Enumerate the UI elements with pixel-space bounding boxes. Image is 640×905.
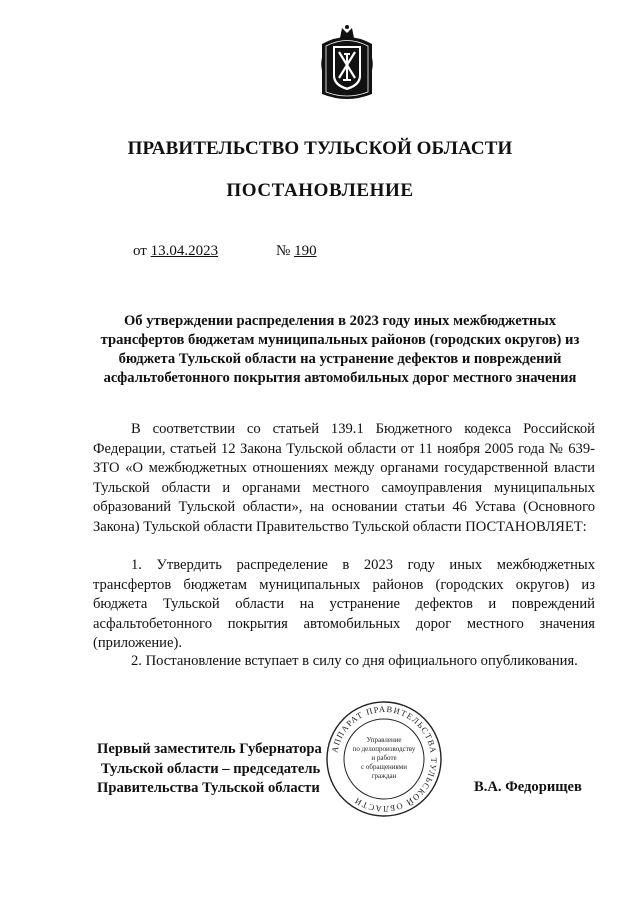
number-prefix: № xyxy=(276,243,291,259)
stamp-ring-text: АППАРАТ ПРАВИТЕЛЬСТВА ТУЛЬСКОЙ ОБЛАСТИ xyxy=(329,703,440,815)
stamp-center-line: Управление xyxy=(366,736,402,744)
number-line xyxy=(276,243,317,260)
position-line: Тульской области – председатель xyxy=(101,760,321,777)
preamble-paragraph: В соответствии со статьей 139.1 Бюджетного кодекса Российской Федерации, статьей 12 Закона Тульской области от 11 ноября 2005 года № 639-ЗТО «О межбюджетных отношениях между органами государственной власти Тульской области и органами местного самоуправления муниципальных образований Тульской области», на основании статьи 46 Устава (Основного Закона) Тульской области Правительство Тульской области ПОСТАНОВЛЯЕТ: xyxy=(93,421,595,535)
organization-title: ПРАВИТЕЛЬСТВО ТУЛЬСКОЙ ОБЛАСТИ xyxy=(127,138,513,159)
position-line: Правительства Тульской области xyxy=(97,780,320,796)
signatory-position xyxy=(97,740,322,799)
stamp-center-line: по делопроизводству xyxy=(352,745,416,753)
stamp-center-line: граждан xyxy=(371,772,397,780)
position-line: Первый заместитель Губернатора xyxy=(97,741,322,757)
signatory-name: В.А. Федорищев xyxy=(474,779,582,795)
date-prefix: от xyxy=(133,243,147,259)
clause-1-paragraph: 1. Утвердить распределение в 2023 году иных межбюджетных трансфертов бюджетам муниципальных районов (городских округов) из бюджета Тульской области на устранение дефектов и повреждений асфальтобетонного покрытия автомобильных дорог местного значения (приложение). xyxy=(93,557,595,651)
coat-of-arms-emblem xyxy=(318,24,376,102)
official-stamp xyxy=(324,699,444,819)
document-number: 190 xyxy=(294,243,317,259)
stamp-center-line: и работе xyxy=(371,754,397,762)
date-line xyxy=(133,243,218,260)
stamp-center-line: с обращениями xyxy=(361,763,407,771)
document-title: Об утверждении распределения в 2023 году иных межбюджетных трансфертов бюджетам муниципальных районов (городских округов) из бюджета Тульской области на устранение дефектов и повреждений асфальтобетонного покрытия автомобильных дорог местного значения xyxy=(100,313,580,386)
document-type: ПОСТАНОВЛЕНИЕ xyxy=(226,180,414,201)
clause-2-paragraph: 2. Постановление вступает в силу со дня официального опубликования. xyxy=(131,653,578,669)
document-date: 13.04.2023 xyxy=(150,243,219,259)
